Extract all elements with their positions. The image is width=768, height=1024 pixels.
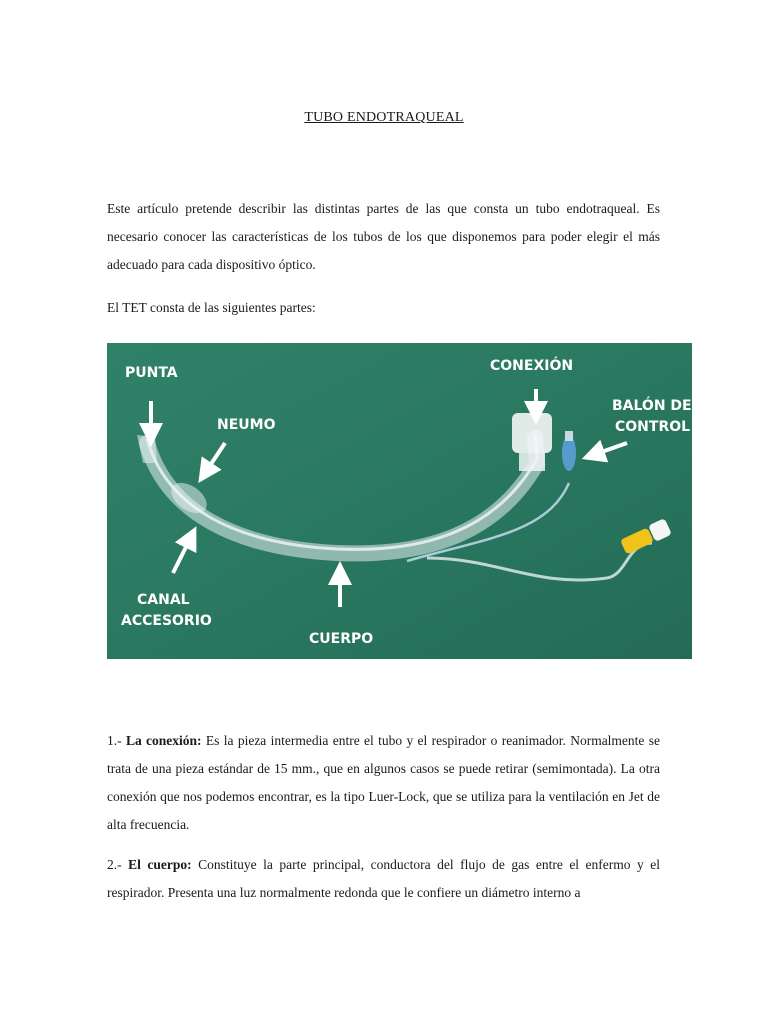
tube-connector (512, 413, 552, 453)
section-number: 2.- (107, 857, 122, 872)
section-term: La conexión: (125, 733, 202, 748)
label-balon-line2: CONTROL (615, 419, 691, 435)
section-conexion (107, 727, 660, 839)
section-number: 1.- (107, 733, 122, 748)
section-text: Es la pieza intermedia entre el tubo y el respirador o reanimador. Normalmente se trata de una pieza estándar de 15 mm., que en algunos casos se puede retirar (semimontada). La otra conexión que nos podemos encontrar, es la tipo Luer-Lock, que se utiliza para la ventilación en Jet de alta frecuencia. (107, 733, 661, 832)
label-balon-line1: BALÓN DE (612, 398, 692, 414)
section-term: El cuerpo: (128, 857, 192, 872)
label-neumo: NEUMO (217, 417, 276, 433)
label-punta: PUNTA (125, 365, 178, 381)
parts-intro-paragraph: El TET consta de las siguientes partes: (107, 300, 316, 315)
label-canal-line2: ACCESORIO (121, 613, 212, 629)
label-conexion: CONEXIÓN (490, 358, 574, 374)
label-canal-line1: CANAL (137, 592, 190, 608)
label-cuerpo: CUERPO (309, 631, 374, 647)
page-title: TUBO ENDOTRAQUEAL (304, 110, 464, 125)
section-cuerpo (107, 851, 660, 907)
section-text: Constituye la parte principal, conductora del flujo de gas entre el enfermo y el respirador. Presenta una luz normalmente redonda que le confiere un diámetro interno a (107, 857, 661, 900)
intro-paragraph: Este artículo pretende describir las distintas partes de las que consta un tubo endotraqueal. Es necesario conocer las características de los tubos de los que disponemos para poder elegir el más adecuado para cada dispositivo óptico. (107, 201, 660, 272)
endotracheal-tube-photo (107, 343, 692, 659)
